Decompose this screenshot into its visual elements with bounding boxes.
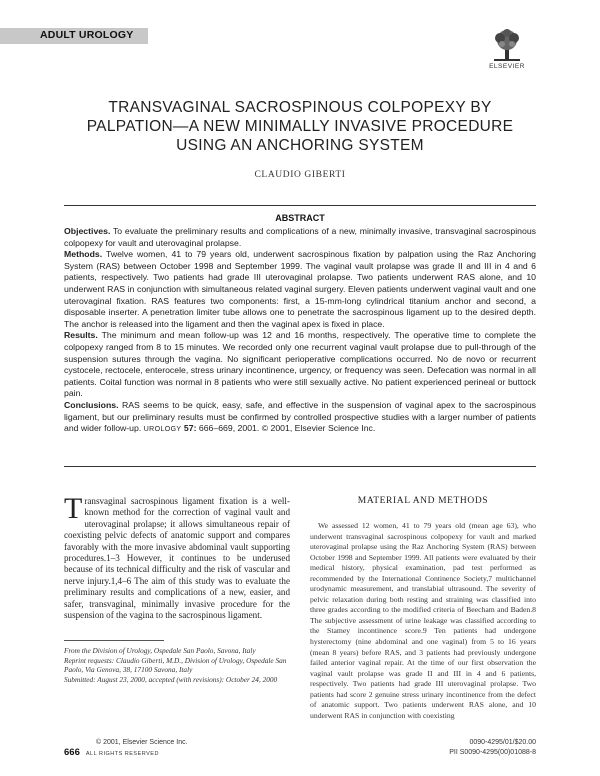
footer-rights: ALL RIGHTS RESERVED xyxy=(85,751,159,757)
methods-section xyxy=(310,496,536,721)
intro-paragraph xyxy=(64,492,290,621)
footer-left xyxy=(64,738,284,759)
author-name: CLAUDIO GIBERTI xyxy=(254,170,346,180)
abstract-body xyxy=(64,226,536,436)
conclusions-label: Conclusions. xyxy=(64,399,119,410)
abstract-methods xyxy=(64,249,536,330)
footnotes xyxy=(64,646,290,684)
abstract-results xyxy=(64,330,536,400)
methods-paragraph: We assessed 12 women, 41 to 79 years old (mean age 63), who underwent transvaginal sacrospinous colpopexy for vault and marked uterovaginal prolapse using the Raz Anchoring System (RAS) between October 1998 and September 1999. All patients were evaluated by their medical history, physical examination, pad test performed as recommended by the International Continence Society,7 multichannel urodynamic measurement, and translabial ultrasound. The severity of pelvic relaxation during both resting and straining was classified into three grades according to the modified criteria of Beecham and Baden.8 The subjective assessment of urine leakage was classified according to the Stamey incontinence score.9 Ten patients had undergone hysterectomy (nine abdominal and one vaginal) from 5 to 16 years (mean 8 years) before RAS, and 3 patients had previously undergone failed anterior vaginal repair. At the time of our first observation the vaginal vault prolapse was grade II and III in 4 and 6 patients, respectively. Two patients had grade III uterovaginal prolapse. Two patients had score 2 genuine stress urinary incontinence from the defect of anatomic support. Two patients underwent RAS alone, and 10 underwent RAS in conjunction with coexisting xyxy=(310,521,536,720)
footer-right xyxy=(330,738,536,758)
footer-price: 0090-4295/01/$20.00 xyxy=(469,739,536,746)
abstract-heading: ABSTRACT xyxy=(275,213,325,223)
abstract-conclusions xyxy=(64,400,536,436)
methods-heading: MATERIAL AND METHODS xyxy=(357,496,489,506)
section-tag: ADULT UROLOGY xyxy=(40,29,134,41)
objectives-label: Objectives. xyxy=(64,226,111,236)
conclusions-text: RAS seems to be quick, easy, safe, and effective in the suspension of vaginal apex to the sacrospinous ligament, but our preliminary results must be confirmed by controlled prospective studies with a larger number of patients and wider follow-up. xyxy=(64,399,536,434)
page-number: 666 xyxy=(64,747,80,758)
footnote-affiliation: From the Division of Urology, Ospedale San Paolo, Savona, Italy xyxy=(64,646,256,655)
intro-text: ransvaginal sacrospinous ligament fixation is a well-known method for the correction of vaginal vault and uterovaginal prolapse; it allows simultaneous repair of coexisting pelvic defects of anatomic support and compares favorably with the more invasive abdominal vault supporting procedures.1–3 However, it continues to be underused because of its technical difficulty and the risk of vascular and nerve injury.1,4–6 The aim of this study was to evaluate the preliminary results and complications of a new, easier, and safer, transvaginal, minimally invasive procedure for the suspension of the vagina to the sacrospinous ligament. xyxy=(64,496,290,621)
objectives-text: To evaluate the preliminary results and complications of a new, minimally invasive, transvaginal sacrospinous colpopexy for vault and uterovaginal prolapse. xyxy=(64,226,536,248)
footnote-submitted: Submitted: August 23, 2000, accepted (with revisions): October 24, 2000 xyxy=(64,674,278,684)
abstract-top-rule xyxy=(64,205,536,206)
results-label: Results. xyxy=(64,330,98,341)
footer-pii: PII S0090-4295(00)01088-8 xyxy=(449,749,536,756)
elsevier-tree-icon xyxy=(488,28,526,62)
citation-volume: 57: xyxy=(183,423,197,434)
drop-cap: T xyxy=(64,492,83,525)
methods-text: Twelve women, 41 to 79 years old, underwent sacrospinous fixation by palpation using the Raz Anchoring System (RAS) between October 1998 and September 1999. The vaginal vault prolapse was grade II and III in 4 and 6 patients, respectively. Two patients had grade III uterovaginal prolapse. Two patients underwent RAS alone, and 10 underwent RAS in conjunction with simultaneous related vaginal surgery. Eleven patients underwent vaginal vault and one uterovaginal fixation. RAS features two components: first, a 15-mm-long cylindrical titanium anchor and second, a disposable inserter. A penetration limiter tube allows one to penetrate the sacrospinous ligament up to the desired depth. The anchor is released into the ligament and then the vaginal apex is fixed in place. xyxy=(64,249,536,329)
footnote-rule xyxy=(64,640,164,641)
results-text: The minimum and mean follow-up was 12 and 16 months, respectively. The operative time to complete the colpopexy ranged from 8 to 15 minutes. We recorded only one recurrent vaginal vault prolapse due to pull-through of the suspension sutures through the vagina. No significant perioperative complications occurred. No de novo or recurrent cystocele, rectocele, enterocele, stress urinary incontinence, urgency, or frequency was seen. Defecation was normal in all patients. Coital function was normal in 8 patients who were still sexually active. No patient experienced perineal or buttock pain. xyxy=(64,330,536,399)
title-line: PALPATION—A NEW MINIMALLY INVASIVE PROCEDURE xyxy=(86,118,514,135)
citation-journal: UROLOGY xyxy=(143,426,182,434)
abstract-objectives xyxy=(64,226,536,249)
footer-copyright: © 2001, Elsevier Science Inc. xyxy=(96,739,188,746)
methods-label: Methods. xyxy=(64,249,103,260)
footer-page-line xyxy=(64,748,284,759)
title-line: TRANSVAGINAL SACROSPINOUS COLPOPEXY BY xyxy=(108,99,492,116)
article-title xyxy=(60,98,540,155)
introduction xyxy=(64,492,290,621)
title-line: USING AN ANCHORING SYSTEM xyxy=(176,137,424,154)
citation-rest: 666–669, 2001. © 2001, Elsevier Science Inc. xyxy=(196,423,376,434)
abstract-bottom-rule xyxy=(64,466,536,467)
footnote-reprint: Reprint requests: Claudio Giberti, M.D., Division of Urology, Ospedale San Paolo, Via Genova, 38, 17100 Savona, Italy xyxy=(64,655,287,675)
publisher-logo-text: ELSEVIER xyxy=(489,63,525,70)
publisher-logo xyxy=(480,28,534,78)
